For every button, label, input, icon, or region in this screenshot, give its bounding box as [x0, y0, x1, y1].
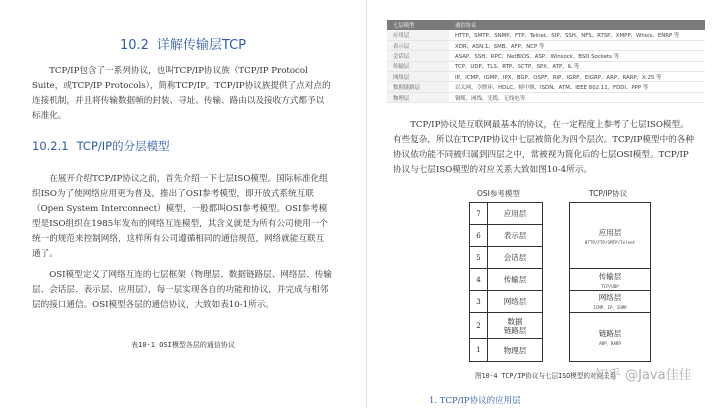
tcp-layer	[570, 291, 650, 313]
table-row	[387, 51, 705, 61]
osi-layer-name: 物理层	[503, 345, 527, 355]
paragraph-osi-layers: OSI模型定义了网络互连的七层框架（物理层、数据链路层、网络层、传输层、会话层、表示层、应用层），每一层实现各自的功能和协议，并完成与相邻层的接口通信。OSI模型各层的通信协议，大致如表10-1所示。	[32, 270, 332, 310]
tcp-layer-name: 传输层	[598, 271, 622, 281]
table-row	[387, 61, 705, 71]
watermark: 知乎 @Java佳佳	[595, 368, 692, 383]
paragraph-intro: TCP/IP包含了一系列协议，也叫TCP/IP协议族（TCP/IP Protocol Suite，或TCP/IP Protocols），简称TCP/IP。TCP/IP协议族提供了点对点的连接机制，并且将传输数据帧的封装、寻址、传输、路由以及接收方式都予以标准化。	[32, 66, 331, 121]
osi-layer-number: 2	[470, 313, 488, 338]
osi-layer	[470, 269, 542, 291]
osi-model-stack	[469, 202, 543, 362]
osi-layer-number: 6	[470, 225, 488, 246]
tcp-diagram-title: TCP/IP协议	[589, 189, 628, 198]
tcp-layer-protocols: HTTP/FTP/SMTP/Telnet	[584, 239, 636, 245]
tcp-layer	[570, 313, 650, 361]
table-row	[387, 40, 705, 50]
table-cell-protocols: IP、ICMP、IGMP、IPX、BGP、OSPF、RIP、IGRP、EIGRP、ARP、RARP、X.25 等	[449, 72, 705, 82]
figure-caption: 图10-4 TCP/IP协议与七层ISO模型的对应关系	[475, 372, 617, 380]
tcp-layer-protocols: TCP/UDP	[601, 283, 619, 289]
subsection-heading	[32, 138, 170, 154]
section-number: 10.2	[119, 38, 149, 53]
tcp-layer-name: 网络层	[598, 293, 622, 302]
tcp-layer-name: 链路层	[598, 328, 622, 338]
osi-layer-number: 1	[470, 339, 488, 361]
osi-layer-number: 5	[470, 247, 488, 268]
osi-layer-name: 传输层	[503, 275, 527, 284]
table-cell-protocols: XDR、ASN.1、SMB、AFP、NCP 等	[449, 40, 705, 50]
table-cell-protocols: 以太网、令牌环、HDLC、帧中继、ISDN、ATM、IEEE 802.11、FDDI、PPP 等	[449, 82, 705, 92]
paragraph-osi-intro: 在展开介绍TCP/IP协议之前，首先介绍一下七层ISO模型。国际标准化组织ISO为了使网络应用更为普及，推出了OSI参考模型，即开放式系统互联（Open System Interconnect）模型，一般都叫OSI参考模型。OSI参考模型是ISO组织在1985年发布的网络互连模型，其含义就是为所有公司使用一个统一的规范来控制网络，这样所有公司遵循相同的通信规范，网络就能互联互通了。	[32, 174, 329, 259]
table-cell-layer: 应用层	[387, 30, 449, 40]
table-header-row	[387, 20, 705, 30]
table-cell-layer: 表示层	[387, 40, 449, 50]
osi-layer-name: 应用层	[503, 209, 527, 218]
table-cell-layer: 数据链路层	[387, 82, 449, 92]
protocol-table	[387, 20, 705, 103]
table-header-layer: 七层模型	[387, 20, 449, 30]
section-title: 详解传输层TCP	[156, 38, 247, 53]
tcp-layer-name: 应用层	[598, 227, 622, 237]
subsection-title: TCP/IP的分层模型	[76, 139, 170, 153]
table-row	[387, 82, 705, 92]
osi-layer	[470, 291, 542, 313]
table-row	[387, 72, 705, 82]
table-caption: 表10-1 OSI模型各层的通信协议	[131, 341, 235, 349]
table-cell-layer: 物理层	[387, 92, 449, 102]
table-cell-protocols: 铜缆、网线、光缆、无线电等	[449, 92, 705, 102]
osi-layer	[470, 313, 542, 339]
table-cell-layer: 会话层	[387, 51, 449, 61]
table-cell-protocols: ASAP、SSH、RPC、NetBIOS、ASP、Winsock、BSD Sockets 等	[449, 51, 705, 61]
osi-layer-name: 会话层	[503, 253, 527, 262]
table-cell-layer: 传输层	[387, 61, 449, 71]
right-page	[366, 0, 720, 408]
osi-layer	[470, 203, 542, 225]
osi-layer-name: 表示层	[503, 231, 527, 240]
osi-layer	[470, 339, 542, 361]
osi-layer-number: 3	[470, 291, 488, 312]
osi-diagram-title: OSI参考模型	[477, 189, 520, 198]
table-cell-protocols: HTTP、SMTP、SNMP、FTP、Telnet、SIP、SSH、NFS、RTSP、XMPP、Whois、ENRP 等	[449, 30, 705, 40]
table-header-protocols: 通信协议	[449, 20, 705, 30]
table-cell-layer: 网络层	[387, 72, 449, 82]
subsection-number: 10.2.1	[32, 139, 69, 153]
osi-layer-number: 7	[470, 203, 488, 224]
tcp-layer-protocols: ARP、RARP	[599, 340, 621, 346]
paragraph-tcpip-model: TCP/IP协议是互联网最基本的协议，在一定程度上参考了七层ISO模型。有些复杂，所以在TCP/IP协议中七层被简化为四个层次。TCP/IP模型中的各种协议依功能不同被归属到四层之中，常被视为简化后的七层OSI模型。TCP/IP协议与七层ISO模型的对应关系大致如图10-4所示。	[393, 120, 694, 175]
table-row	[387, 30, 705, 40]
table-row	[387, 92, 705, 102]
osi-layer	[470, 247, 542, 269]
osi-layer-number: 4	[470, 269, 488, 290]
section-heading	[0, 34, 366, 53]
osi-layer-name: 网络层	[503, 297, 527, 306]
tcpip-model-stack	[569, 202, 651, 362]
osi-layer-name: 数据 链路层	[503, 316, 527, 335]
table-cell-protocols: TCP、UDP、TLS、RTP、SCTP、SPX、ATP、IL 等	[449, 61, 705, 71]
osi-layer	[470, 225, 542, 247]
tcp-layer	[570, 269, 650, 291]
next-subsection-heading: 1. TCP/IP协议的应用层	[429, 396, 521, 406]
tcp-layer	[570, 203, 650, 269]
tcp-layer-protocols: ICMP、IP、IGMP	[593, 305, 627, 310]
